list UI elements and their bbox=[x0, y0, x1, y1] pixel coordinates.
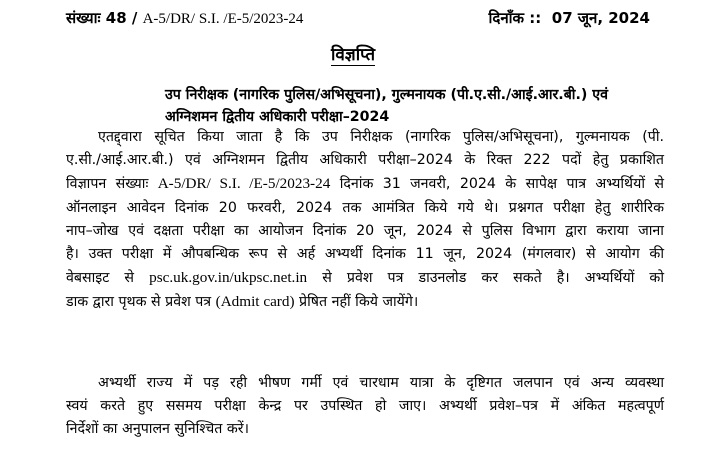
reference-code: A-5/DR/ S.I. /E-5/2023-24 bbox=[142, 11, 304, 27]
reference-label: संख्याः bbox=[66, 9, 101, 27]
advertisement-date-text: दिनांक 31 जनवरी, 2024 के सापेक्ष पात्र अभ्यर्थियों से bbox=[339, 176, 664, 193]
notice-date bbox=[489, 8, 651, 28]
paragraph-line bbox=[66, 290, 664, 314]
notice-subject bbox=[165, 84, 665, 128]
admit-card-label: (Admit card) bbox=[215, 293, 295, 311]
paragraph-line bbox=[66, 172, 664, 196]
paragraph-line: है। उक्त परीक्षा में औपबन्धिक रूप से अर्ह अभ्यर्थी दिनांक 11 जून, 2024 (मंगलवार) से आयोग की bbox=[66, 246, 664, 263]
advertisement-code: A-5/DR/ S.I. /E-5/2023-24 bbox=[157, 175, 331, 193]
date-value: 07 जून, 2024 bbox=[551, 9, 650, 27]
paragraph-line: स्वयं करते हुए ससमय परीक्षा केन्द्र पर उपस्थित हो जाए। अभ्यर्थी प्रवेश–पत्र में अंकित महत्वपूर्ण bbox=[66, 398, 664, 415]
advertisement-label: विज्ञापन संख्याः bbox=[66, 176, 149, 193]
paragraph-line: एतद्द्वारा सूचित किया जाता है कि उप निरीक्षक (नागरिक पुलिस/अभिसूचना), गुल्मनायक (पी. bbox=[98, 129, 664, 145]
reference-serial: 48 bbox=[105, 9, 127, 27]
notice-title bbox=[0, 42, 706, 65]
website-label: वेबसाइट से bbox=[66, 270, 135, 287]
paragraph-line: नाप–जोख एवं दक्षता परीक्षा का आयोजन दिनांक 20 जून, 2024 से पुलिस विभाग द्वारा कराया जाना bbox=[66, 222, 664, 239]
paragraph-line: निर्देशों का अनुपालन सुनिश्चित करें। bbox=[66, 421, 249, 438]
not-sent-text: प्रेषित नहीं किये जायेंगे। bbox=[299, 294, 419, 311]
body-paragraph-1 bbox=[66, 126, 664, 315]
website-url: psc.uk.gov.in/ukpsc.net.in bbox=[149, 269, 308, 287]
subject-line-2: अग्निशमन द्वितीय अधिकारी परीक्षा–2024 bbox=[165, 109, 390, 125]
download-text: से प्रवेश पत्र डाउनलोड कर सकते है। अभ्यर्थियों को bbox=[322, 270, 664, 287]
subject-line-1: उप निरीक्षक (नागरिक पुलिस/अभिसूचना), गुल्मनायक (पी.ए.सी./आई.आर.बी.) एवं bbox=[165, 87, 609, 103]
reference-separator: / bbox=[131, 9, 138, 27]
body-paragraph-2 bbox=[66, 372, 664, 442]
date-label: दिनाँक :: bbox=[488, 9, 542, 27]
paragraph-line bbox=[66, 266, 664, 290]
postal-text: डाक द्वारा पृथक से प्रवेश पत्र bbox=[66, 294, 212, 311]
paragraph-line: अभ्यर्थी राज्य में पड़ रही भीषण गर्मी एवं चारधाम यात्रा के दृष्टिगत जलपान एवं अन्य व्यवस्था bbox=[98, 375, 664, 391]
paragraph-line: ए.सी./आई.आर.बी.) एवं अग्निशमन द्वितीय अधिकारी परीक्षा–2024 के रिक्त 222 पदों हेतु प्रकाशित bbox=[66, 152, 664, 169]
paragraph-line: ऑनलाइन आवेदन दिनांक 20 फरवरी, 2024 तक आमंत्रित किये गये थे। प्रश्नगत परीक्षा हेतु शारीरिक bbox=[66, 199, 664, 216]
notice-title-text: विज्ञप्ति bbox=[330, 45, 376, 65]
reference-number bbox=[66, 8, 303, 28]
